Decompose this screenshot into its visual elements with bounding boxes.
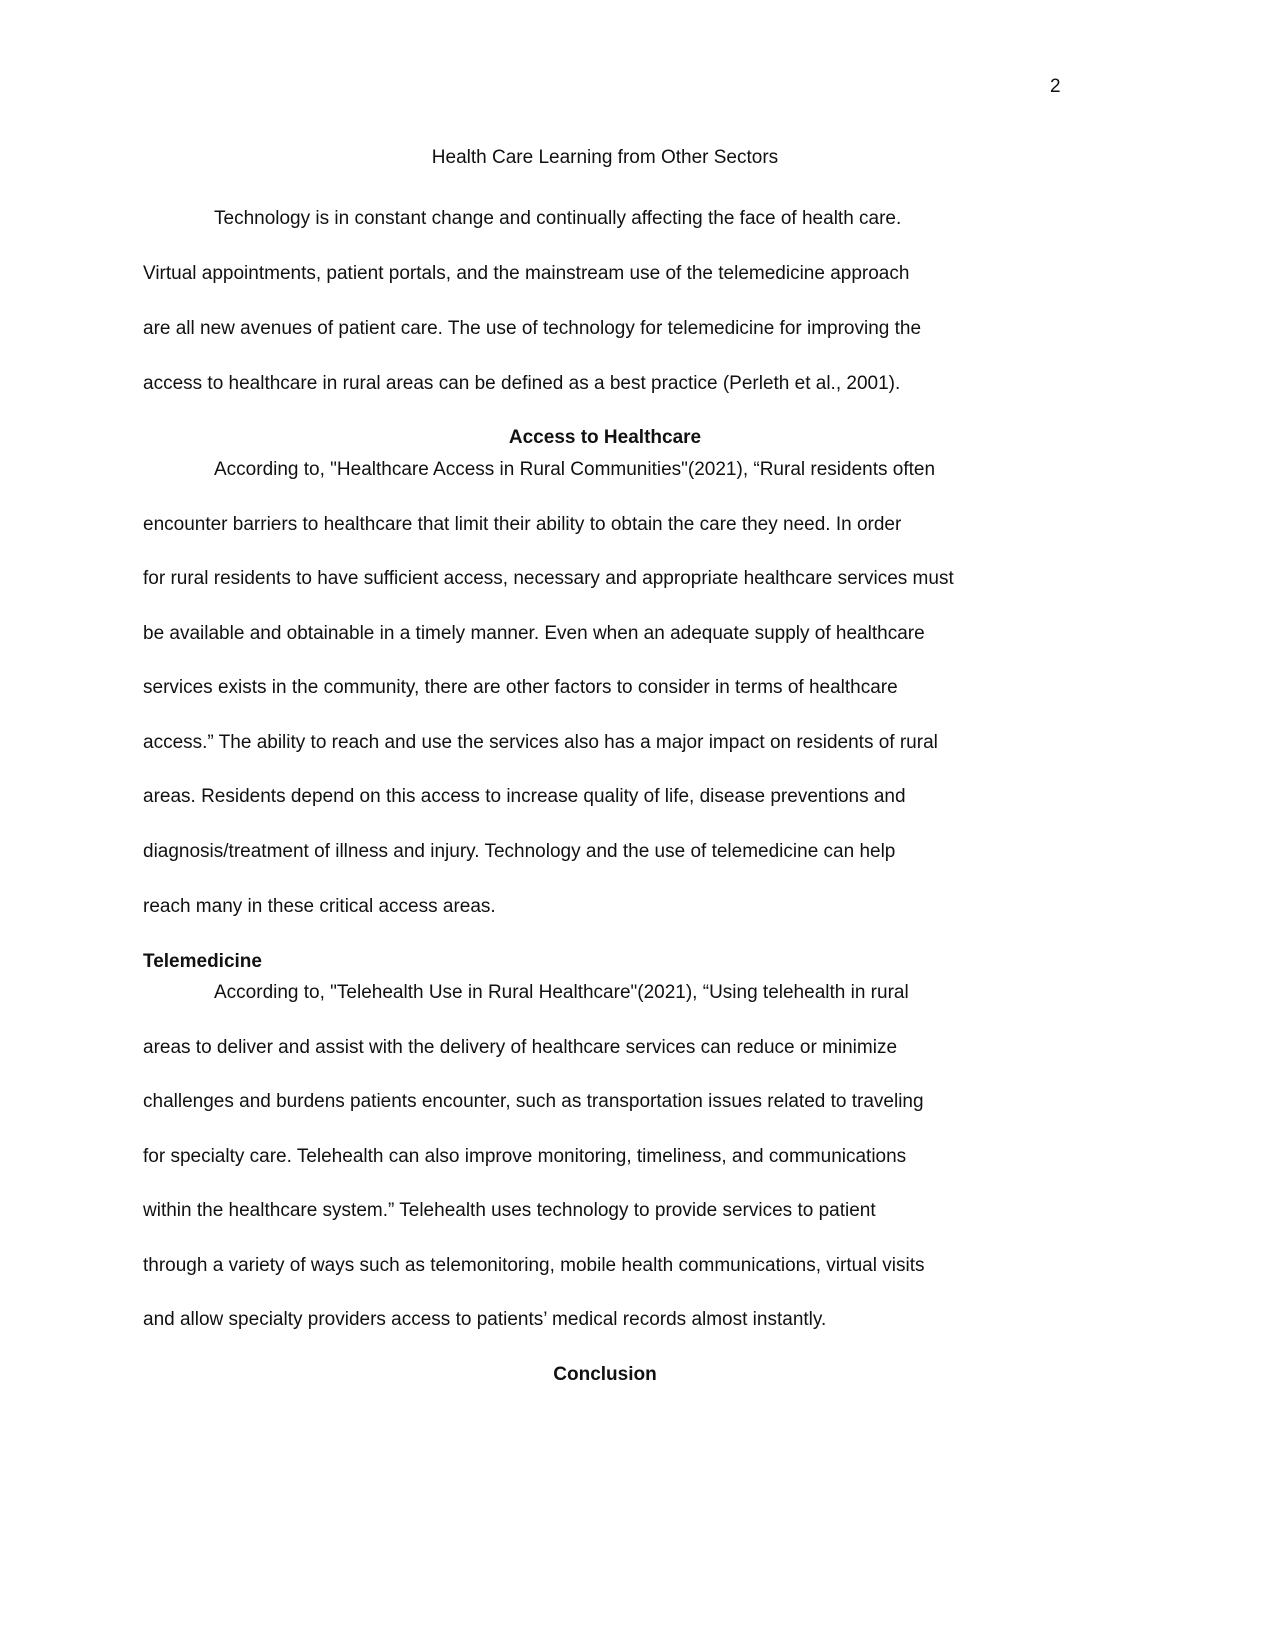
heading-access-to-healthcare: Access to Healthcare (508, 427, 702, 448)
paragraph-line: are all new avenues of patient care. The use of technology for telemedicine for improving the (143, 318, 922, 339)
page-number: 2 (1050, 76, 1061, 97)
paragraph-line: Technology is in constant change and continually affecting the face of health care. (214, 208, 902, 229)
paragraph-line: Virtual appointments, patient portals, and the mainstream use of the telemedicine approach (143, 263, 910, 284)
paragraph-line: challenges and burdens patients encounter, such as transportation issues related to traveling (143, 1091, 924, 1112)
paragraph-line: According to, "Telehealth Use in Rural Healthcare"(2021), “Using telehealth in rural (214, 982, 909, 1003)
paragraph-line: access.” The ability to reach and use the services also has a major impact on residents of rural (143, 732, 938, 753)
document-title: Health Care Learning from Other Sectors (431, 147, 779, 168)
paragraph-line: diagnosis/treatment of illness and injury. Technology and the use of telemedicine can help (143, 841, 896, 862)
paragraph-line: services exists in the community, there are other factors to consider in terms of healthcare (143, 677, 898, 698)
heading-telemedicine: Telemedicine (143, 951, 262, 972)
paragraph-line: for rural residents to have sufficient access, necessary and appropriate healthcare services must (143, 568, 954, 589)
paragraph-line: for specialty care. Telehealth can also improve monitoring, timeliness, and communications (143, 1146, 907, 1167)
heading-conclusion: Conclusion (553, 1364, 657, 1385)
paragraph-line: and allow specialty providers access to patients’ medical records almost instantly. (143, 1309, 827, 1330)
paragraph-line: access to healthcare in rural areas can be defined as a best practice (Perleth et al., 2001). (143, 373, 901, 394)
paragraph-line: areas. Residents depend on this access to increase quality of life, disease preventions and (143, 786, 906, 807)
paragraph-line: be available and obtainable in a timely manner. Even when an adequate supply of healthcare (143, 623, 925, 644)
paragraph-line: areas to deliver and assist with the delivery of healthcare services can reduce or minimize (143, 1037, 898, 1058)
paragraph-line: within the healthcare system.” Telehealth uses technology to provide services to patient (143, 1200, 876, 1221)
paragraph-line: through a variety of ways such as telemonitoring, mobile health communications, virtual visits (143, 1255, 925, 1276)
paragraph-line: encounter barriers to healthcare that limit their ability to obtain the care they need. In order (143, 514, 902, 535)
paragraph-line: reach many in these critical access areas. (143, 896, 496, 917)
paragraph-line: According to, "Healthcare Access in Rural Communities"(2021), “Rural residents often (214, 459, 936, 480)
